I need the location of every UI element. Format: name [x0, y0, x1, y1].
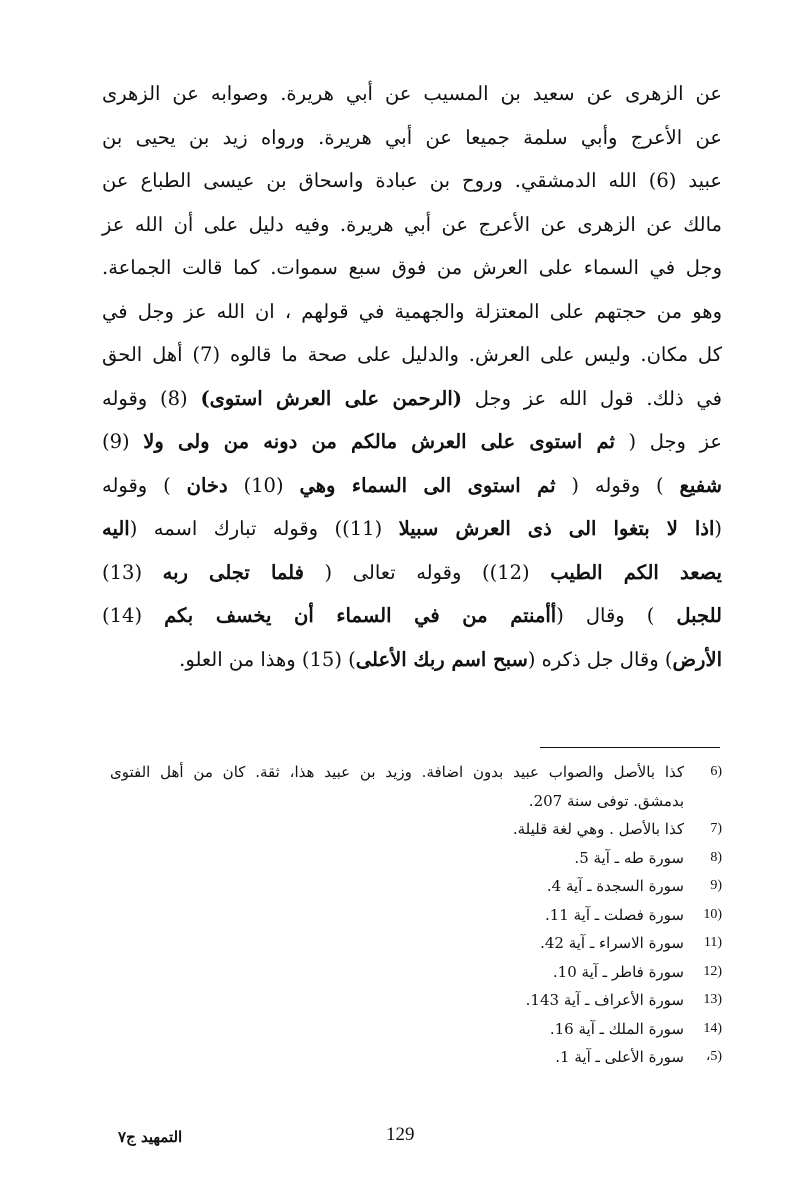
footnote-text: سورة السجدة ـ آية 4.	[546, 877, 684, 895]
footnote-text: سورة الاسراء ـ آية 42.	[540, 934, 684, 952]
footnote-text: سورة الأعراف ـ آية 143.	[525, 991, 684, 1009]
highlighted-text-segment: وجل في السماء على العرش من فوق سبع سموات. كما قالت الجماعة.	[102, 256, 722, 279]
quran-verse: دخان	[186, 473, 228, 497]
text-segment: (10)	[227, 473, 300, 497]
footnote-text: سورة الملك ـ آية 16.	[549, 1019, 684, 1038]
body-line	[102, 159, 722, 203]
footnote	[110, 1043, 722, 1072]
footnote	[110, 958, 722, 987]
quran-verse: ثم استوى على العرش مالكم من دونه من ولى ولا	[143, 430, 615, 453]
text-segment: عبيد (6) الله الدمشقي. وروح بن عبادة واسحاق بن عيسى الطباع عن	[102, 169, 722, 192]
text-segment: (11)) وقوله تبارك اسمه (	[129, 517, 399, 540]
footnote-number: 10)	[703, 906, 722, 922]
body-line	[102, 333, 722, 377]
footnote	[110, 1015, 722, 1044]
body-line	[102, 116, 722, 160]
text-segment: عن الزهرى عن سعيد بن المسيب عن أبي هريرة. وصوابه عن الزهرى	[102, 82, 722, 105]
highlighted-text-segment: وفيه دليل على أن الله عز	[102, 212, 330, 236]
quran-verse: للجبل	[676, 604, 722, 627]
quran-verse: ثم استوى الى السماء وهي	[299, 473, 556, 497]
text-segment: (	[714, 517, 722, 540]
footnote-text: كذا بالأصل والصواب عبيد بدون اضافة. وزيد بن عبيد هذا، ثقة. كان من أهل الفتوى	[110, 763, 684, 781]
text-segment: كل مكان. وليس على العرش. والدليل على صحة ما قالوه (7) أهل الحق	[102, 343, 722, 366]
footnote-continuation	[110, 787, 722, 816]
body-line	[102, 464, 722, 508]
text-segment: في ذلك. قول الله عز وجل	[461, 386, 722, 410]
footnote-separator	[540, 747, 720, 748]
footnote-text: سورة الأعلى ـ آية 1.	[555, 1048, 684, 1066]
text-segment: (8) وقوله	[102, 386, 201, 410]
footnote	[110, 872, 722, 901]
quran-verse: أأمنتم من في السماء أن يخسف بكم	[164, 604, 557, 627]
text-segment: ) (15) وهذا من العلو.	[179, 647, 356, 671]
quran-verse: اليه	[102, 517, 130, 540]
footnote-text: سورة فصلت ـ آية 11.	[544, 905, 684, 924]
body-line	[102, 420, 722, 464]
text-segment: (13)	[102, 560, 163, 584]
quran-verse: (الرحمن على العرش استوى)	[200, 386, 462, 410]
quran-verse: اذا لا بتغوا الى ذى العرش سبيلا	[398, 517, 715, 540]
text-segment: عن الأعرج وأبي سلمة جميعا عن أبي هريرة. ورواه زيد بن يحيى بن	[102, 125, 722, 149]
quran-verse: شفيع	[679, 473, 723, 497]
quran-verse: سبح اسم ربك الأعلى	[355, 647, 528, 671]
footnote-number: 12)	[703, 963, 722, 979]
quran-verse: فلما تجلى ربه	[162, 560, 304, 584]
page-number: 129	[386, 1124, 415, 1145]
text-segment: ) وقوله (	[555, 473, 680, 497]
body-line	[102, 377, 722, 421]
footnote-text: كذا بالأصل . وهي لغة قليلة.	[512, 820, 684, 838]
footnote	[110, 929, 722, 958]
footnote	[110, 901, 722, 930]
body-line	[102, 594, 722, 638]
text-segment: ) وقوله	[102, 473, 187, 497]
footnote-number: 8)	[710, 849, 722, 865]
body-line	[102, 290, 722, 334]
footnote	[110, 844, 722, 873]
body-line	[102, 72, 722, 116]
body-line	[102, 246, 722, 290]
text-segment: ) وقال (	[556, 604, 677, 627]
body-line	[102, 551, 722, 595]
quran-verse: يصعد الكم الطيب	[550, 560, 722, 584]
body-line	[102, 638, 722, 682]
text-segment: ) وقال جل ذكره (	[527, 647, 673, 671]
text-segment: (9)	[102, 430, 144, 453]
footnote	[110, 758, 722, 787]
body-line	[102, 507, 722, 551]
footnotes-block	[110, 758, 722, 1072]
text-segment: عز وجل (	[614, 430, 722, 453]
footnote	[110, 986, 722, 1015]
running-title: التمهيد ج٧	[118, 1128, 183, 1146]
quran-verse: الأرض	[672, 647, 722, 671]
footnote-number: ،5)	[705, 1049, 722, 1064]
footnote-number: 7)	[710, 821, 722, 836]
footnote-number: 13)	[703, 992, 722, 1007]
footnote-number: 9)	[710, 878, 722, 893]
main-text-block	[102, 72, 722, 681]
footnote-number: 14)	[703, 1020, 722, 1036]
footnote-text: سورة فاطر ـ آية 10.	[552, 962, 684, 981]
footnote-text: سورة طه ـ آية 5.	[574, 848, 684, 867]
body-line	[102, 203, 722, 247]
footnote	[110, 815, 722, 844]
footnote-text: بدمشق. توفى سنة 207.	[528, 791, 684, 810]
text-segment: (14)	[102, 604, 165, 627]
footnote-number: 11)	[703, 935, 722, 950]
footnote-number: 6)	[710, 764, 722, 779]
text-segment: مالك عن الزهرى عن الأعرج عن أبي هريرة.	[329, 212, 723, 236]
text-segment: وهو من حجتهم على المعتزلة والجهمية في قولهم ، ان الله عز وجل في	[102, 299, 722, 323]
text-segment: (12)) وقوله تعالى (	[303, 560, 551, 584]
